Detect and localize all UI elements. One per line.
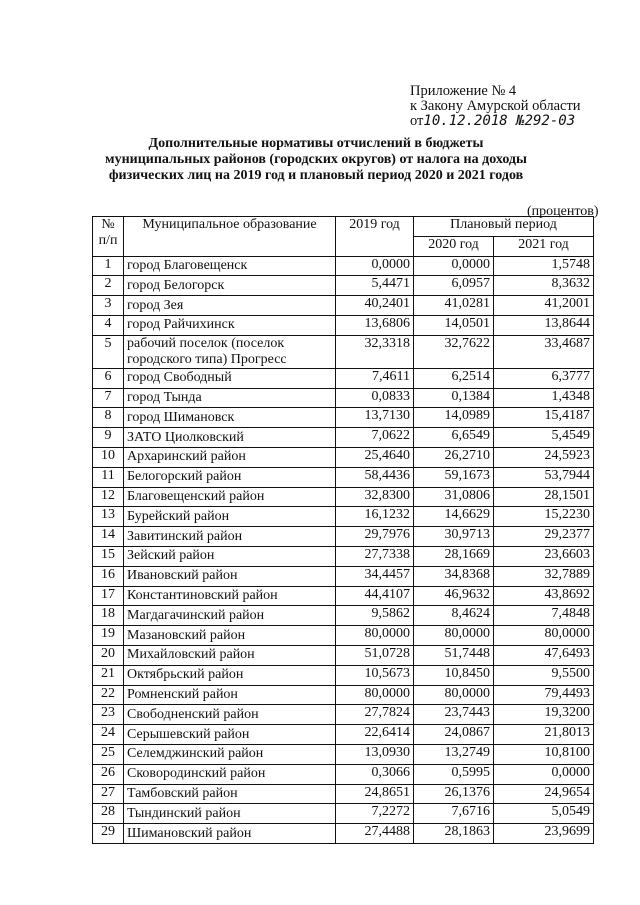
row-value-2019: 9,5862	[336, 606, 414, 626]
row-value-2020: 28,1669	[414, 546, 494, 566]
row-value-2021: 29,2377	[494, 527, 594, 547]
row-number: 11	[93, 467, 124, 487]
row-value-2019: 13,6806	[336, 315, 414, 335]
row-value-2019: 7,4611	[336, 368, 414, 388]
row-value-2019: 27,7338	[336, 546, 414, 566]
row-number: 23	[93, 705, 124, 725]
row-number: 1	[93, 256, 124, 276]
appendix-date-line	[410, 114, 581, 129]
header-2019: 2019 год	[336, 217, 414, 257]
row-number: 7	[93, 388, 124, 408]
row-number: 19	[93, 626, 124, 646]
row-number: 18	[93, 606, 124, 626]
row-name: Завитинский район	[124, 527, 336, 547]
table-row	[93, 645, 594, 665]
row-value-2019: 32,3318	[336, 335, 414, 368]
row-name: город Тында	[124, 388, 336, 408]
row-value-2020: 6,6549	[414, 428, 494, 448]
row-value-2021: 1,5748	[494, 256, 594, 276]
row-number: 13	[93, 507, 124, 527]
row-name: Октябрьский район	[124, 665, 336, 685]
row-value-2019: 29,7976	[336, 527, 414, 547]
row-number: 25	[93, 744, 124, 764]
row-value-2020: 0,0000	[414, 256, 494, 276]
table-row	[93, 586, 594, 606]
row-value-2020: 10,8450	[414, 665, 494, 685]
row-number: 15	[93, 546, 124, 566]
row-value-2019: 24,8651	[336, 784, 414, 804]
row-number: 17	[93, 586, 124, 606]
row-value-2019: 27,4488	[336, 824, 414, 844]
row-name: Магдагачинский район	[124, 606, 336, 626]
row-value-2019: 0,0833	[336, 388, 414, 408]
table-row	[93, 428, 594, 448]
row-value-2020: 46,9632	[414, 586, 494, 606]
table-row	[93, 665, 594, 685]
table-row	[93, 315, 594, 335]
table-row	[93, 685, 594, 705]
row-value-2021: 7,4848	[494, 606, 594, 626]
row-name: город Белогорск	[124, 276, 336, 296]
row-value-2021: 15,4187	[494, 408, 594, 428]
row-value-2019: 7,2272	[336, 804, 414, 824]
row-number: 6	[93, 368, 124, 388]
row-value-2020: 14,0501	[414, 315, 494, 335]
row-value-2019: 13,7130	[336, 408, 414, 428]
row-number: 16	[93, 566, 124, 586]
row-value-2021: 5,0549	[494, 804, 594, 824]
table-row	[93, 487, 594, 507]
appendix-law: к Закону Амурской области	[410, 98, 581, 114]
header-2021: 2021 год	[494, 236, 594, 256]
row-value-2020: 26,1376	[414, 784, 494, 804]
table-row	[93, 566, 594, 586]
row-value-2020: 80,0000	[414, 685, 494, 705]
table-row	[93, 606, 594, 626]
row-number: 9	[93, 428, 124, 448]
row-value-2021: 80,0000	[494, 626, 594, 646]
row-name: город Благовещенск	[124, 256, 336, 276]
row-name: Бурейский район	[124, 507, 336, 527]
row-name: Ромненский район	[124, 685, 336, 705]
row-value-2021: 10,8100	[494, 744, 594, 764]
row-value-2021: 0,0000	[494, 764, 594, 784]
row-value-2021: 19,3200	[494, 705, 594, 725]
row-value-2019: 51,0728	[336, 645, 414, 665]
row-value-2019: 7,0622	[336, 428, 414, 448]
row-name: Шимановский район	[124, 824, 336, 844]
row-value-2020: 23,7443	[414, 705, 494, 725]
row-value-2019: 16,1232	[336, 507, 414, 527]
row-number: 22	[93, 685, 124, 705]
row-name: Мазановский район	[124, 626, 336, 646]
row-value-2019: 34,4457	[336, 566, 414, 586]
row-number: 3	[93, 296, 124, 316]
row-value-2021: 79,4493	[494, 685, 594, 705]
row-value-2019: 0,0000	[336, 256, 414, 276]
row-value-2020: 14,6629	[414, 507, 494, 527]
row-value-2021: 23,6603	[494, 546, 594, 566]
row-number: 29	[93, 824, 124, 844]
row-value-2019: 25,4640	[336, 447, 414, 467]
table-row	[93, 626, 594, 646]
appendix-number: Приложение № 4	[410, 83, 517, 99]
row-value-2021: 13,8644	[494, 315, 594, 335]
row-name: Благовещенский район	[124, 487, 336, 507]
row-number: 24	[93, 725, 124, 745]
title-line-3: физических лиц на 2019 год и плановый период 2020 и 2021 годов	[108, 168, 524, 183]
row-number: 10	[93, 447, 124, 467]
row-number: 26	[93, 764, 124, 784]
row-name: рабочий поселок (поселок городского типа) Прогресс	[124, 335, 336, 368]
table-row	[93, 256, 594, 276]
header-planned: Плановый период	[414, 217, 594, 237]
row-value-2019: 58,4436	[336, 467, 414, 487]
row-value-2021: 33,4687	[494, 335, 594, 368]
row-value-2021: 9,5500	[494, 665, 594, 685]
table-row	[93, 507, 594, 527]
table-row	[93, 546, 594, 566]
table-row	[93, 408, 594, 428]
row-value-2019: 0,3066	[336, 764, 414, 784]
table-row	[93, 296, 594, 316]
table-row	[93, 388, 594, 408]
row-value-2020: 28,1863	[414, 824, 494, 844]
table-body	[93, 256, 594, 843]
row-value-2019: 10,5673	[336, 665, 414, 685]
row-value-2019: 22,6414	[336, 725, 414, 745]
row-value-2020: 34,8368	[414, 566, 494, 586]
row-value-2020: 14,0989	[414, 408, 494, 428]
row-value-2021: 5,4549	[494, 428, 594, 448]
row-name: Архаринский район	[124, 447, 336, 467]
table-row	[93, 824, 594, 844]
document-title	[96, 136, 536, 184]
row-value-2020: 41,0281	[414, 296, 494, 316]
row-value-2020: 0,1384	[414, 388, 494, 408]
row-name: город Свободный	[124, 368, 336, 388]
row-name: Ивановский район	[124, 566, 336, 586]
row-value-2019: 80,0000	[336, 685, 414, 705]
row-name: Константиновский район	[124, 586, 336, 606]
row-value-2021: 24,9654	[494, 784, 594, 804]
row-name: Зейский район	[124, 546, 336, 566]
row-number: 4	[93, 315, 124, 335]
row-name: Серышевский район	[124, 725, 336, 745]
row-name: ЗАТО Циолковский	[124, 428, 336, 448]
row-value-2020: 32,7622	[414, 335, 494, 368]
row-value-2020: 7,6716	[414, 804, 494, 824]
row-value-2020: 26,2710	[414, 447, 494, 467]
row-value-2020: 13,2749	[414, 744, 494, 764]
row-value-2019: 13,0930	[336, 744, 414, 764]
table-row	[93, 725, 594, 745]
row-value-2020: 8,4624	[414, 606, 494, 626]
title-line-1: Дополнительные нормативы отчислений в бюджеты	[148, 136, 484, 151]
table-row	[93, 764, 594, 784]
row-value-2021: 43,8692	[494, 586, 594, 606]
row-value-2021: 32,7889	[494, 566, 594, 586]
handwritten-date-number: 10.12.2018 №292-03	[423, 113, 576, 129]
row-value-2021: 1,4348	[494, 388, 594, 408]
header-name: Муниципальное образование	[124, 217, 336, 257]
header-2020: 2020 год	[414, 236, 494, 256]
row-value-2020: 51,7448	[414, 645, 494, 665]
row-number: 8	[93, 408, 124, 428]
row-value-2021: 8,3632	[494, 276, 594, 296]
header-no: № п/п	[93, 217, 124, 257]
table-row	[93, 368, 594, 388]
table-row	[93, 804, 594, 824]
row-value-2020: 30,9713	[414, 527, 494, 547]
row-value-2019: 32,8300	[336, 487, 414, 507]
table-row	[93, 744, 594, 764]
row-value-2020: 6,0957	[414, 276, 494, 296]
appendix-block	[410, 84, 581, 129]
row-name: Белогорский район	[124, 467, 336, 487]
table-row	[93, 276, 594, 296]
row-value-2020: 0,5995	[414, 764, 494, 784]
row-value-2019: 27,7824	[336, 705, 414, 725]
row-value-2021: 6,3777	[494, 368, 594, 388]
row-value-2021: 24,5923	[494, 447, 594, 467]
row-value-2020: 6,2514	[414, 368, 494, 388]
title-line-2: муниципальных районов (городских округов) от налога на доходы	[105, 152, 527, 167]
row-number: 28	[93, 804, 124, 824]
row-value-2019: 5,4471	[336, 276, 414, 296]
row-value-2021: 23,9699	[494, 824, 594, 844]
row-name: город Райчихинск	[124, 315, 336, 335]
row-value-2021: 47,6493	[494, 645, 594, 665]
row-name: Тындинский район	[124, 804, 336, 824]
row-value-2021: 53,7944	[494, 467, 594, 487]
row-value-2019: 80,0000	[336, 626, 414, 646]
row-number: 27	[93, 784, 124, 804]
row-name: город Шимановск	[124, 408, 336, 428]
table-row	[93, 467, 594, 487]
table-row	[93, 705, 594, 725]
row-number: 20	[93, 645, 124, 665]
row-name: Михайловский район	[124, 645, 336, 665]
row-value-2020: 24,0867	[414, 725, 494, 745]
row-value-2021: 21,8013	[494, 725, 594, 745]
row-name: город Зея	[124, 296, 336, 316]
table-row	[93, 527, 594, 547]
appendix-date-prefix: от	[410, 113, 424, 129]
row-value-2021: 15,2230	[494, 507, 594, 527]
row-number: 21	[93, 665, 124, 685]
row-number: 14	[93, 527, 124, 547]
row-value-2020: 80,0000	[414, 626, 494, 646]
table-row	[93, 335, 594, 368]
row-value-2019: 40,2401	[336, 296, 414, 316]
row-name: Тамбовский район	[124, 784, 336, 804]
row-value-2021: 41,2001	[494, 296, 594, 316]
row-number: 5	[93, 335, 124, 368]
row-name: Селемджинский район	[124, 744, 336, 764]
row-number: 2	[93, 276, 124, 296]
row-number: 12	[93, 487, 124, 507]
row-name: Свободненский район	[124, 705, 336, 725]
unit-label: (процентов)	[527, 204, 599, 219]
row-name: Сковородинский район	[124, 764, 336, 784]
table-row	[93, 447, 594, 467]
norms-table	[92, 216, 594, 844]
row-value-2019: 44,4107	[336, 586, 414, 606]
row-value-2020: 59,1673	[414, 467, 494, 487]
table-row	[93, 784, 594, 804]
row-value-2021: 28,1501	[494, 487, 594, 507]
row-value-2020: 31,0806	[414, 487, 494, 507]
